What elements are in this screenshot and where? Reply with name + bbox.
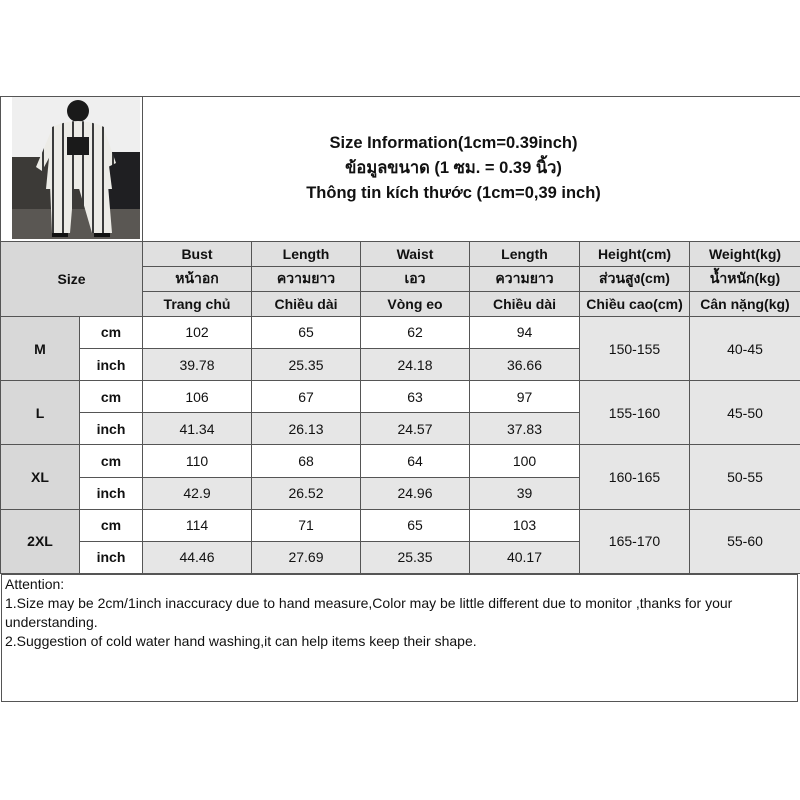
unit-cm: cm (80, 509, 143, 541)
size-label-2xl: 2XL (1, 509, 80, 573)
m-length-inch: 25.35 (252, 349, 361, 381)
2xl-length2-inch: 40.17 (470, 541, 580, 573)
xl-bust-cm: 110 (143, 445, 252, 477)
col-bust-vi: Trang chủ (143, 291, 252, 316)
2xl-bust-inch: 44.46 (143, 541, 252, 573)
l-height: 155-160 (580, 381, 690, 445)
unit-inch: inch (80, 477, 143, 509)
unit-inch: inch (80, 349, 143, 381)
unit-cm: cm (80, 316, 143, 348)
size-label-l: L (1, 381, 80, 445)
2xl-length-inch: 27.69 (252, 541, 361, 573)
l-bust-cm: 106 (143, 381, 252, 413)
m-length-cm: 65 (252, 316, 361, 348)
xl-waist-inch: 24.96 (361, 477, 470, 509)
attention-note-1: 1.Size may be 2cm/1inch inaccuracy due to hand measure,Color may be little different due to monitor ,thanks for your understanding. (5, 595, 737, 630)
info-line-thai: ข้อมูลขนาด (1 ซม. = 0.39 นิ้ว) (345, 159, 562, 178)
col-length2-th: ความยาว (470, 266, 580, 291)
2xl-waist-cm: 65 (361, 509, 470, 541)
xl-bust-inch: 42.9 (143, 477, 252, 509)
col-bust-th: หน้าอก (143, 266, 252, 291)
col-length2-vi: Chiều dài (470, 291, 580, 316)
size-label-xl: XL (1, 445, 80, 509)
xl-length-cm: 68 (252, 445, 361, 477)
attention-notes (1, 574, 798, 702)
l-bust-inch: 41.34 (143, 413, 252, 445)
xl-waist-cm: 64 (361, 445, 470, 477)
l-waist-cm: 63 (361, 381, 470, 413)
m-weight: 40-45 (690, 316, 800, 380)
attention-note-2: 2.Suggestion of cold water hand washing,it can help items keep their shape. (5, 633, 477, 649)
2xl-length2-cm: 103 (470, 509, 580, 541)
size-chart-body (1, 97, 800, 574)
2xl-bust-cm: 114 (143, 509, 252, 541)
m-bust-cm: 102 (143, 316, 252, 348)
2xl-weight: 55-60 (690, 509, 800, 573)
col-length-en: Length (252, 241, 361, 266)
col-height-en: Height(cm) (580, 241, 690, 266)
2xl-length-cm: 71 (252, 509, 361, 541)
col-waist-th: เอว (361, 266, 470, 291)
size-label-m: M (1, 316, 80, 380)
col-length-vi: Chiều dài (252, 291, 361, 316)
l-waist-inch: 24.57 (361, 413, 470, 445)
l-length-inch: 26.13 (252, 413, 361, 445)
2xl-height: 165-170 (580, 509, 690, 573)
col-length-th: ความยาว (252, 266, 361, 291)
l-length-cm: 67 (252, 381, 361, 413)
m-waist-cm: 62 (361, 316, 470, 348)
unit-inch: inch (80, 413, 143, 445)
col-height-th: ส่วนสูง(cm) (580, 266, 690, 291)
unit-cm: cm (80, 445, 143, 477)
xl-height: 160-165 (580, 445, 690, 509)
l-length2-inch: 37.83 (470, 413, 580, 445)
size-column-label: Size (1, 241, 143, 316)
col-weight-vi: Cân nặng(kg) (690, 291, 800, 316)
col-weight-en: Weight(kg) (690, 241, 800, 266)
xl-weight: 50-55 (690, 445, 800, 509)
2xl-waist-inch: 25.35 (361, 541, 470, 573)
m-height: 150-155 (580, 316, 690, 380)
attention-title: Attention: (5, 576, 65, 592)
photo-cell (1, 97, 143, 242)
l-weight: 45-50 (690, 381, 800, 445)
m-length2-cm: 94 (470, 316, 580, 348)
m-waist-inch: 24.18 (361, 349, 470, 381)
xl-length2-cm: 100 (470, 445, 580, 477)
size-info-header (143, 97, 800, 242)
col-length2-en: Length (470, 241, 580, 266)
info-line-english: Size Information(1cm=0.39inch) (329, 134, 578, 153)
col-waist-vi: Vòng eo (361, 291, 470, 316)
m-bust-inch: 39.78 (143, 349, 252, 381)
xl-length2-inch: 39 (470, 477, 580, 509)
l-length2-cm: 97 (470, 381, 580, 413)
col-weight-th: น้ำหนัก(kg) (690, 266, 800, 291)
col-waist-en: Waist (361, 241, 470, 266)
col-bust-en: Bust (143, 241, 252, 266)
m-length2-inch: 36.66 (470, 349, 580, 381)
unit-inch: inch (80, 541, 143, 573)
xl-length-inch: 26.52 (252, 477, 361, 509)
size-chart-table (0, 96, 800, 574)
info-line-vietnamese: Thông tin kích thước (1cm=0,39 inch) (306, 184, 601, 203)
col-height-vi: Chiều cao(cm) (580, 291, 690, 316)
unit-cm: cm (80, 381, 143, 413)
